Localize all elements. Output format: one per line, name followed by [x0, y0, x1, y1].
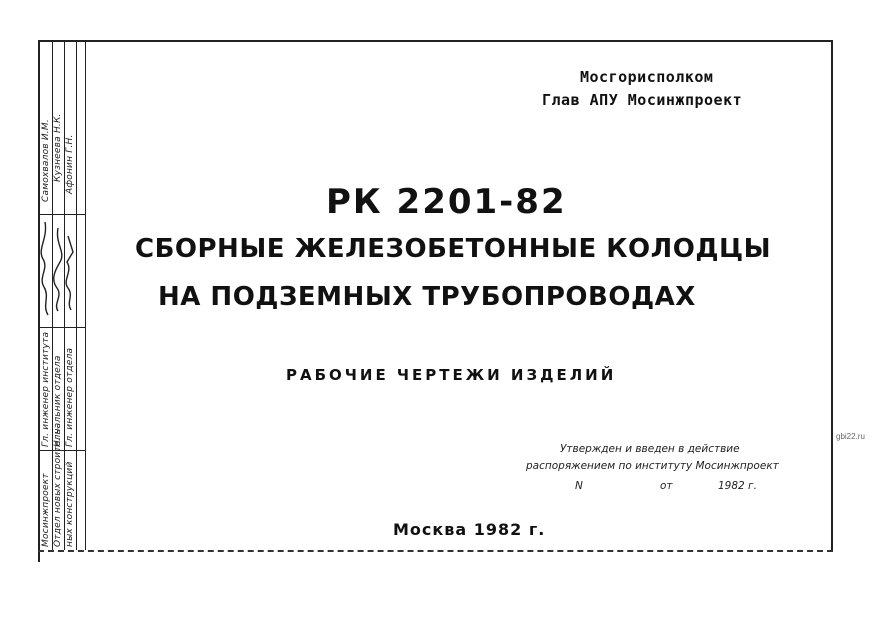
organization-name: Мосгорисполком: [580, 68, 714, 86]
frame-top-border: [38, 40, 833, 42]
city-year: Москва 1982 г.: [393, 520, 546, 539]
strip-divider: [40, 214, 86, 215]
stamp-role: Гл. инженер института: [41, 331, 51, 447]
approval-number-label: N: [575, 480, 583, 492]
strip-divider: [85, 42, 86, 550]
approval-line: Утвержден и введен в действие: [560, 443, 740, 455]
stamp-dept: ных конструкций: [65, 461, 75, 547]
strip-divider: [40, 327, 86, 328]
stamp-role: Н. чальник отдела: [53, 355, 63, 447]
signature-icon: [40, 217, 52, 317]
signature-icon: [64, 232, 76, 312]
strip-divider: [40, 450, 86, 451]
stamp-dept: Отдел новых строитель-: [53, 425, 63, 547]
frame-bottom-border: [38, 550, 833, 552]
document-subtitle: РАБОЧИЕ ЧЕРТЕЖИ ИЗДЕЛИЙ: [286, 366, 617, 384]
document-title-line2: НА ПОДЗЕМНЫХ ТРУБОПРОВОДАХ: [158, 282, 696, 312]
stamp-role: Гл. инженер отдела: [65, 347, 75, 447]
stamp-strip: [40, 42, 86, 550]
stamp-name: Самохвалов И.М.: [41, 119, 51, 202]
approval-date-label: от: [660, 480, 673, 492]
stamp-org: Мосинжпроект: [41, 473, 51, 547]
watermark: gbi22.ru: [836, 432, 865, 441]
document-code: РК 2201-82: [326, 182, 567, 222]
document-title-line1: СБОРНЫЕ ЖЕЛЕЗОБЕТОННЫЕ КОЛОДЦЫ: [135, 234, 772, 264]
approval-year: 1982 г.: [718, 480, 757, 492]
approval-line: распоряжением по институту Мосинжпроект: [526, 460, 779, 472]
stamp-name: Кузнеева Н.К.: [53, 113, 63, 182]
signature-icon: [52, 224, 64, 314]
stamp-name: Афонин Г.Н.: [65, 134, 75, 194]
frame-right-border: [831, 40, 833, 552]
department-name: Глав АПУ Мосинжпроект: [542, 91, 743, 109]
strip-divider: [76, 42, 77, 550]
